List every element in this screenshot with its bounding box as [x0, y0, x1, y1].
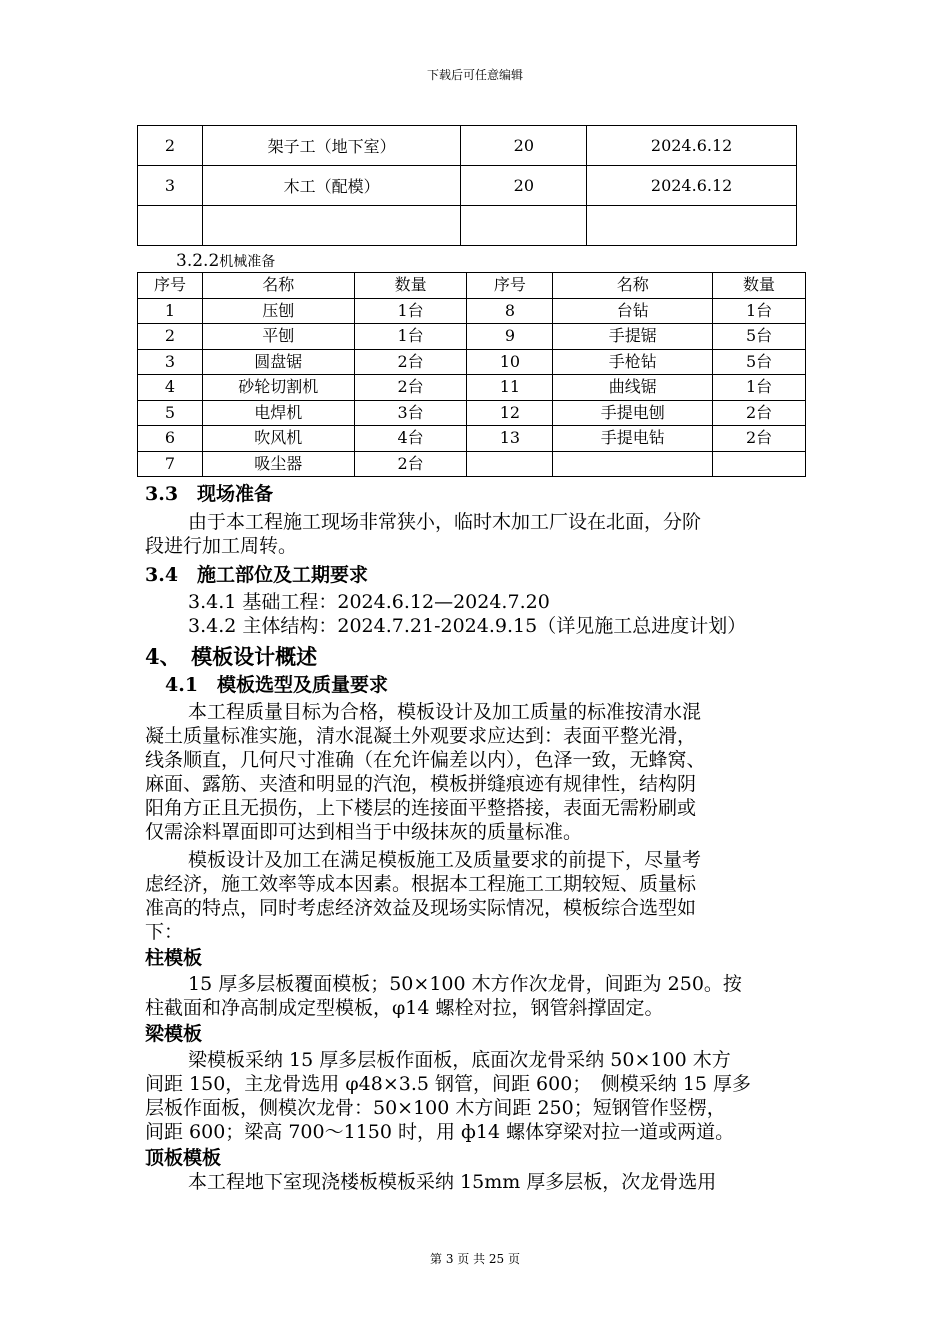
table-row: [138, 375, 806, 401]
paragraph-line: 准高的特点，同时考虑经济效益及现场实际情况，模板综合选型如: [145, 897, 697, 919]
table-cell: 4: [138, 375, 203, 401]
paragraph-line: 层板作面板，侧模次龙骨：50×100 木方间距 250；短钢管作竖楞，: [145, 1097, 726, 1119]
paragraph-line: 3.4.1 基础工程：2024.6.12—2024.7.20: [188, 591, 550, 613]
paragraph-line: 下：: [145, 921, 184, 943]
page-footer: 第 3 页 共 25 页: [430, 1252, 520, 1266]
table-cell: 9: [467, 324, 553, 350]
subheading-column-formwork: 柱模板: [145, 947, 203, 969]
table-cell: [553, 451, 713, 477]
table-cell: 5: [138, 400, 203, 426]
caption-number: 3.2.2: [176, 251, 220, 271]
table-row: [138, 400, 806, 426]
table-cell: [461, 206, 587, 246]
table-cell: 2台: [354, 349, 467, 375]
table-cell: 12: [467, 400, 553, 426]
table-cell: 手提电刨: [553, 400, 713, 426]
table-cell: 台钻: [553, 298, 713, 324]
subheading-slab-formwork: 顶板模板: [145, 1147, 222, 1169]
paragraph-line: 间距 150，主龙骨选用 φ48×3.5 钢管，间距 600； 侧模采纳 15 厚多: [145, 1073, 752, 1095]
subheading-beam-formwork: 梁模板: [145, 1023, 203, 1045]
paragraph-line: 线条顺直，几何尺寸准确（在允许偏差以内），色泽一致，无蜂窝、: [145, 749, 706, 771]
paragraph-line: 梁模板采纳 15 厚多层板作面板，底面次龙骨采纳 50×100 木方: [188, 1049, 731, 1071]
table-cell: [713, 451, 806, 477]
table-cell: [138, 206, 203, 246]
table-cell: [587, 206, 797, 246]
paragraph-line: 本工程质量目标为合格，模板设计及加工质量的标准按清水混: [188, 701, 702, 723]
paragraph-line: 由于本工程施工现场非常狭小，临时木加工厂设在北面，分阶: [188, 511, 702, 533]
table-cell: 曲线锯: [553, 375, 713, 401]
table-cell: 5台: [713, 324, 806, 350]
table-cell: 手提锯: [553, 324, 713, 350]
table-cell: 11: [467, 375, 553, 401]
section-heading-4-1: 4.1 模板选型及质量要求: [165, 674, 389, 696]
table-cell: 3台: [354, 400, 467, 426]
table-cell: 手枪钻: [553, 349, 713, 375]
table-cell: 2024.6.12: [587, 166, 797, 206]
paragraph-line: 仅需涂料罩面即可达到相当于中级抹灰的质量标准。: [145, 821, 583, 843]
table-row: [138, 298, 806, 324]
header-cell: 序号: [467, 273, 553, 299]
section-heading-3-4: 3.4 施工部位及工期要求: [145, 564, 369, 586]
table-cell: 8: [467, 298, 553, 324]
paragraph-line: 柱截面和净高制成定型模板，φ14 螺栓对拉，钢管斜撑固定。: [145, 997, 664, 1019]
table-cell: 7: [138, 451, 203, 477]
header-cell: 名称: [553, 273, 713, 299]
table-cell: 1台: [713, 298, 806, 324]
machinery-table: [137, 272, 806, 477]
table-cell: 2024.6.12: [587, 126, 797, 166]
table-cell: 6: [138, 426, 203, 452]
paragraph-line: 阳角方正且无损伤，上下楼层的连接面平整搭接，表面无需粉刷或: [145, 797, 697, 819]
paragraph-line: 麻面、露筋、夹渣和明显的汽泡，模板拼缝痕迹有规律性，结构阴: [145, 773, 697, 795]
table-header-row: [138, 273, 806, 299]
paragraph-line: 凝土质量标准实施，清水混凝土外观要求应达到：表面平整光滑，: [145, 725, 697, 747]
table-cell: 1台: [354, 324, 467, 350]
header-cell: 数量: [713, 273, 806, 299]
caption-text: 机械准备: [219, 254, 276, 270]
table-cell: 压刨: [202, 298, 354, 324]
section-heading-4: 4、 模板设计概述: [145, 644, 318, 669]
table-cell: 架子工（地下室）: [202, 126, 461, 166]
table-row: [138, 206, 797, 246]
table-cell: 20: [461, 166, 587, 206]
table-cell: 平刨: [202, 324, 354, 350]
table-cell: 10: [467, 349, 553, 375]
paragraph-line: 间距 600；梁高 700～1150 时，用 ф14 螺体穿梁对拉一道或两道。: [145, 1121, 735, 1143]
table-cell: 2: [138, 126, 203, 166]
table-cell: 2台: [713, 426, 806, 452]
table-cell: 吸尘器: [202, 451, 354, 477]
table-cell: [467, 451, 553, 477]
paragraph-line: 本工程地下室现浇楼板模板采纳 15mm 厚多层板，次龙骨选用: [188, 1171, 717, 1193]
paragraph-line: 虑经济，施工效率等成本因素。根据本工程施工工期较短、质量标: [145, 873, 697, 895]
table-cell: 3: [138, 349, 203, 375]
table-cell: 2台: [354, 451, 467, 477]
table-row: [138, 426, 806, 452]
page-header: 下载后可任意编辑: [426, 68, 523, 82]
table-cell: 电焊机: [202, 400, 354, 426]
paragraph-line: 15 厚多层板覆面模板；50×100 木方作次龙骨，间距为 250。按: [188, 973, 742, 995]
table-cell: 2台: [713, 400, 806, 426]
section-caption: [176, 251, 275, 271]
table-cell: 木工（配模）: [202, 166, 461, 206]
table-cell: [202, 206, 461, 246]
table-cell: 5台: [713, 349, 806, 375]
table-row: [138, 166, 797, 206]
paragraph-line: 3.4.2 主体结构：2024.7.21-2024.9.15（详见施工总进度计划）: [188, 615, 747, 637]
table-cell: 1: [138, 298, 203, 324]
header-cell: 名称: [202, 273, 354, 299]
table-cell: 吹风机: [202, 426, 354, 452]
table-row: [138, 324, 806, 350]
table-cell: 圆盘锯: [202, 349, 354, 375]
table-cell: 砂轮切割机: [202, 375, 354, 401]
paragraph-line: 模板设计及加工在满足模板施工及质量要求的前提下，尽量考: [188, 849, 702, 871]
table-cell: 3: [138, 166, 203, 206]
table-cell: 手提电钻: [553, 426, 713, 452]
table-row: [138, 349, 806, 375]
table-row: [138, 126, 797, 166]
labor-table: [137, 125, 797, 246]
table-cell: 2台: [354, 375, 467, 401]
table-cell: 2: [138, 324, 203, 350]
table-cell: 20: [461, 126, 587, 166]
header-cell: 数量: [354, 273, 467, 299]
table-cell: 4台: [354, 426, 467, 452]
table-cell: 1台: [354, 298, 467, 324]
section-heading-3-3: 3.3 现场准备: [145, 483, 274, 505]
table-row: [138, 451, 806, 477]
paragraph-line: 段进行加工周转。: [145, 535, 298, 557]
table-cell: 13: [467, 426, 553, 452]
table-cell: 1台: [713, 375, 806, 401]
header-cell: 序号: [138, 273, 203, 299]
